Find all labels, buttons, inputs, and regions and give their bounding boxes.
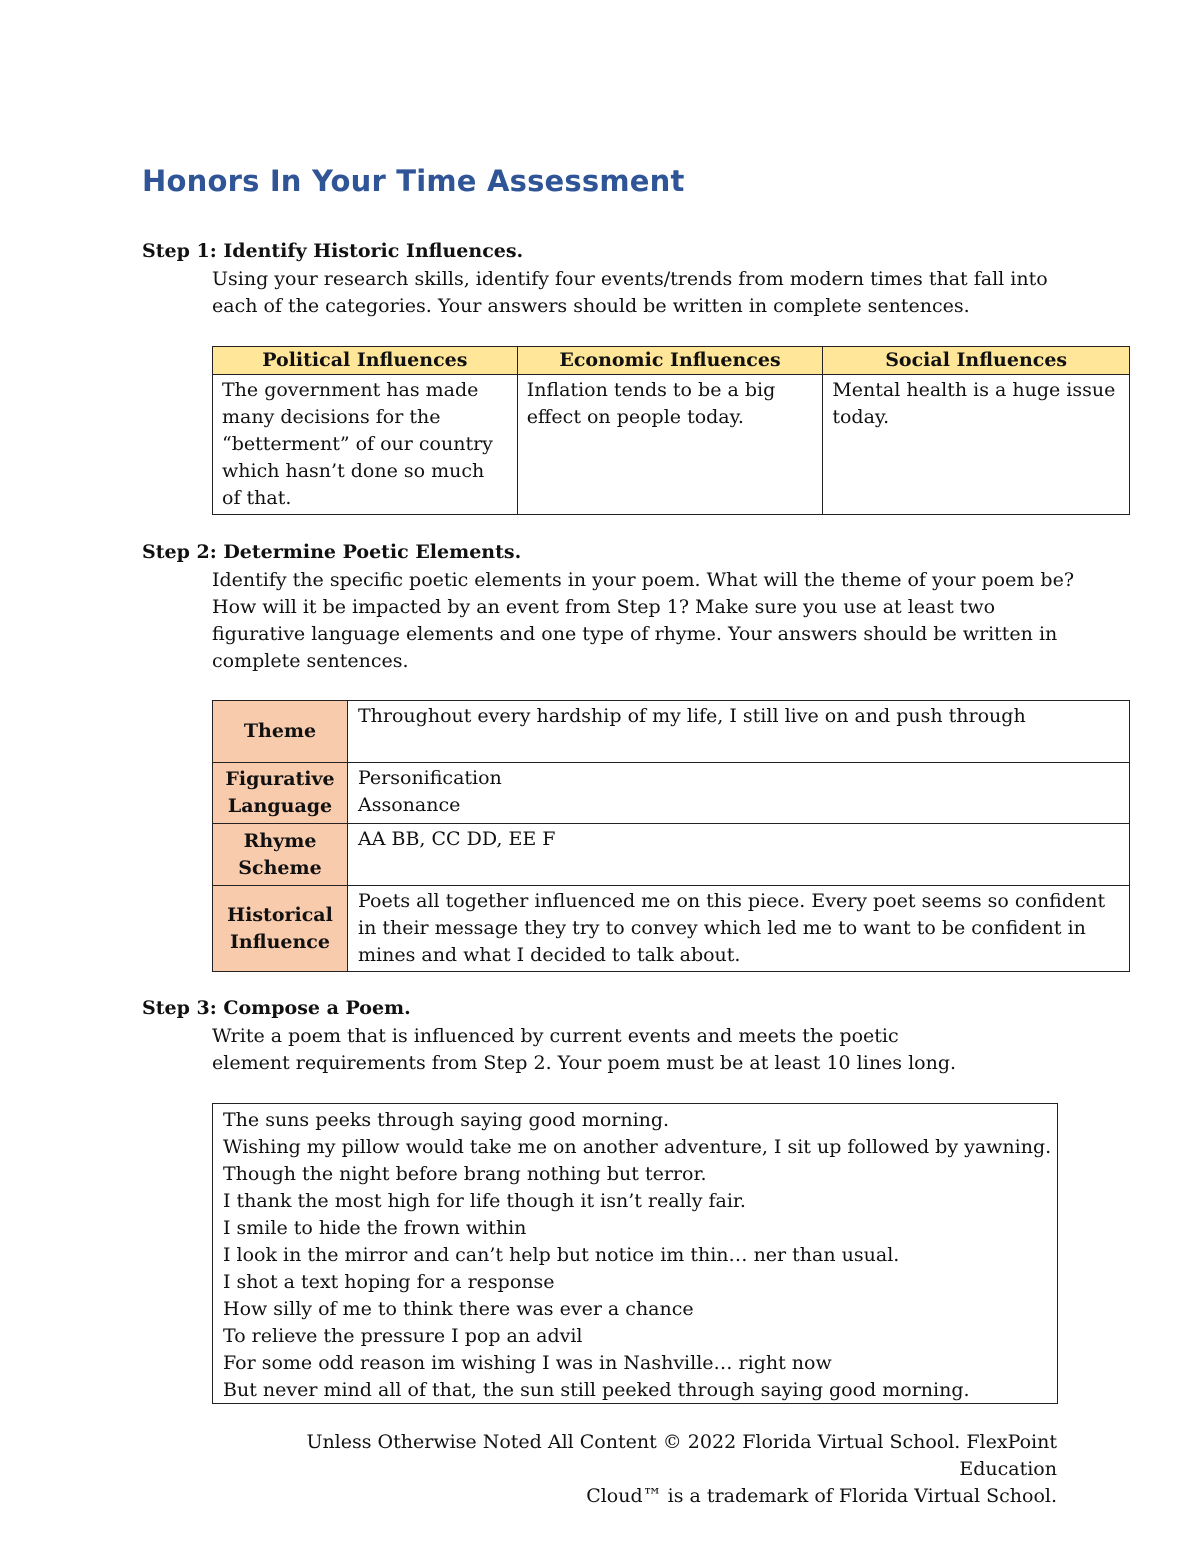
column-political: Political Influences — [213, 347, 518, 375]
table-row — [213, 824, 1130, 886]
poem-line: To relieve the pressure I pop an advil — [223, 1325, 583, 1347]
poem-box[interactable] — [212, 1103, 1058, 1404]
step1-description: Using your research skills, identify four events/trends from modern times that fall into each of the categories. Your answers should be written in complete sentences. — [212, 268, 1048, 317]
political-answer[interactable]: The government has made many decisions for the “betterment” of our country which hasn’t done so much of that. — [213, 375, 518, 515]
figurative-language-label: Figurative Language — [213, 763, 348, 824]
step3-heading: Step 3: Compose a Poem. — [142, 997, 411, 1019]
table-header-row — [213, 347, 1130, 375]
copyright-footer — [212, 1429, 1057, 1510]
table-row — [213, 763, 1130, 824]
step2-heading: Step 2: Determine Poetic Elements. — [142, 541, 522, 563]
poetic-elements-table — [212, 700, 1130, 972]
poem-line: I smile to hide the frown within — [223, 1217, 527, 1239]
poem-line: But never mind all of that, the sun still peeked through saying good morning. — [223, 1379, 970, 1401]
footer-line: Unless Otherwise Noted All Content © 2022 Florida Virtual School. FlexPoint Education — [306, 1431, 1057, 1480]
figurative-language-value[interactable] — [348, 763, 1130, 824]
historical-influence-label: Historical Influence — [213, 886, 348, 972]
poem-line: I shot a text hoping for a response — [223, 1271, 555, 1293]
footer-line: Cloud™ is a trademark of Florida Virtual School. — [586, 1485, 1057, 1507]
theme-label: Theme — [213, 701, 348, 763]
step2-description: Identify the specific poetic elements in your poem. What will the theme of your poem be? How will it be impacted by an event from Step 1? Make sure you use at least two figurative language elements and one type of rhyme. Your answers should be written in complete sentences. — [212, 569, 1075, 672]
economic-answer[interactable]: Inflation tends to be a big effect on people today. — [517, 375, 823, 515]
poem-line: I look in the mirror and can’t help but notice im thin… ner than usual. — [223, 1244, 900, 1266]
poem-line: Wishing my pillow would take me on another adventure, I sit up followed by yawning. — [223, 1136, 1052, 1158]
rhyme-scheme-label: Rhyme Scheme — [213, 824, 348, 886]
poem-line: The suns peeks through saying good morning. — [223, 1109, 670, 1131]
rhyme-scheme-value[interactable]: AA BB, CC DD, EE F — [348, 824, 1130, 886]
table-row — [213, 701, 1130, 763]
step1-heading: Step 1: Identify Historic Influences. — [142, 240, 524, 262]
historic-influences-table — [212, 346, 1130, 515]
poem-line: Though the night before brang nothing but terror. — [223, 1163, 707, 1185]
poem-line: I thank the most high for life though it isn’t really fair. — [223, 1190, 746, 1212]
page-title: Honors In Your Time Assessment — [142, 164, 685, 198]
table-row — [213, 886, 1130, 972]
step3-description: Write a poem that is influenced by current events and meets the poetic element requirements from Step 2. Your poem must be at least 10 lines long. — [212, 1025, 957, 1074]
social-answer[interactable]: Mental health is a huge issue today. — [823, 375, 1130, 515]
figurative-item: Assonance — [358, 794, 461, 816]
poem-line: For some odd reason im wishing I was in Nashville… right now — [223, 1352, 832, 1374]
column-social: Social Influences — [823, 347, 1130, 375]
column-economic: Economic Influences — [517, 347, 823, 375]
theme-value[interactable]: Throughout every hardship of my life, I still live on and push through — [348, 701, 1130, 763]
table-row — [213, 375, 1130, 515]
figurative-item: Personification — [358, 767, 502, 789]
historical-influence-value[interactable]: Poets all together influenced me on this piece. Every poet seems so confident in their message they try to convey which led me to want to be confident in mines and what I decided to talk about. — [348, 886, 1130, 972]
poem-line: How silly of me to think there was ever a chance — [223, 1298, 694, 1320]
